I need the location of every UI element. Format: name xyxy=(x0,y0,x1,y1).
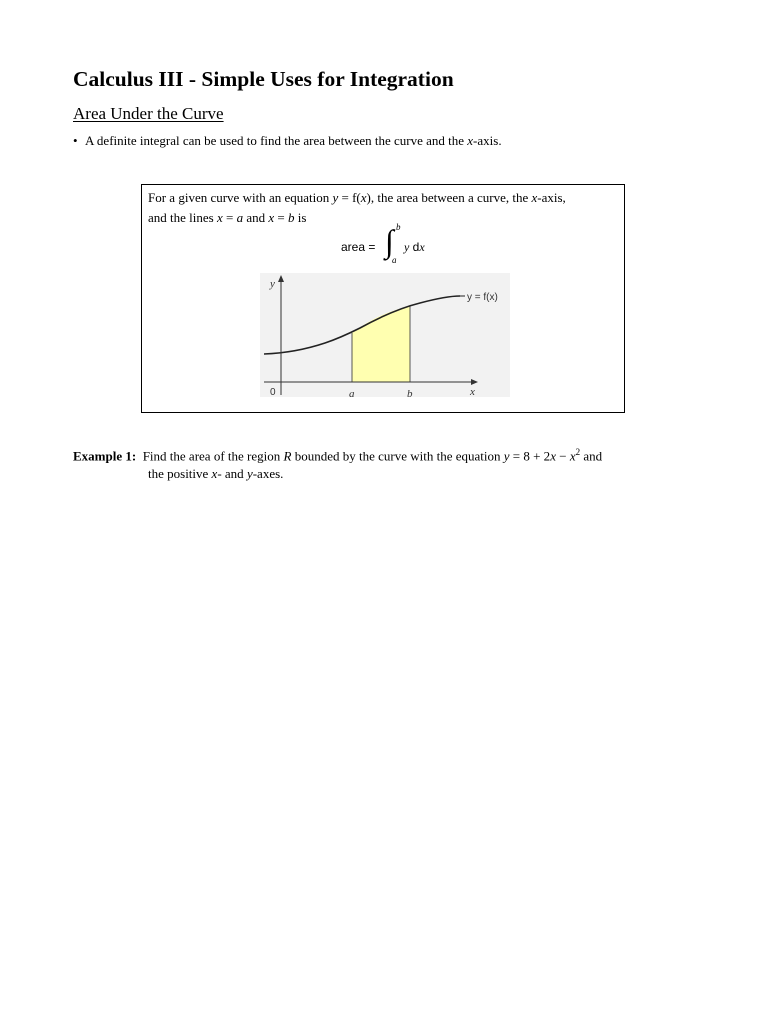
origin-label: 0 xyxy=(270,387,276,398)
example-text: and xyxy=(580,448,603,464)
example-1-continued xyxy=(148,466,283,482)
formula-label: area = xyxy=(341,240,376,254)
example-text: the positive xyxy=(148,466,212,481)
y-axis-label: y xyxy=(270,278,275,290)
example-label: Example 1: xyxy=(73,448,137,464)
math-var: x xyxy=(360,190,367,205)
math-var: x xyxy=(211,466,218,481)
definition-line-2 xyxy=(148,210,306,226)
definition-text: and the lines xyxy=(148,210,217,225)
math-exponent: 2 xyxy=(575,447,581,457)
math-text: d xyxy=(409,240,420,254)
math-var: x xyxy=(569,448,576,464)
b-label: b xyxy=(407,388,413,399)
area-formula xyxy=(341,223,461,273)
math-text: = 8 + 2 xyxy=(509,448,551,464)
integral-sign: ∫ xyxy=(385,223,394,259)
example-text: -axes. xyxy=(252,466,284,481)
integrand xyxy=(404,240,425,255)
math-text: = xyxy=(274,210,288,225)
curve-label: y = f(x) xyxy=(467,292,498,303)
definition-text: and xyxy=(243,210,269,225)
definition-text: is xyxy=(294,210,307,225)
definition-text: -axis, xyxy=(537,190,566,205)
definition-box xyxy=(141,184,625,413)
math-var: x xyxy=(419,240,425,254)
math-var: a xyxy=(236,210,244,225)
bullet-point xyxy=(73,133,502,149)
math-var: y xyxy=(332,190,339,205)
area-under-curve-graph xyxy=(260,273,520,399)
a-label: a xyxy=(349,388,355,399)
page-title: Calculus III - Simple Uses for Integration xyxy=(73,67,454,91)
bullet-text-after: -axis. xyxy=(473,133,502,148)
math-text: = xyxy=(222,210,237,225)
math-var: b xyxy=(288,210,295,225)
example-text: bounded by the curve with the equation xyxy=(291,448,504,464)
math-var: x xyxy=(268,210,275,225)
math-var: x xyxy=(550,448,556,464)
math-var: y xyxy=(404,240,410,254)
definition-line-1 xyxy=(148,190,566,206)
example-1 xyxy=(73,447,602,464)
math-text: − xyxy=(555,448,570,464)
integral-lower-limit: a xyxy=(392,255,397,265)
math-var: x xyxy=(216,210,223,225)
example-text: Find the area of the region xyxy=(136,448,284,464)
section-heading: Area Under the Curve xyxy=(73,104,224,123)
math-var: R xyxy=(283,448,292,464)
definition-text: For a given curve with an equation xyxy=(148,190,333,205)
bullet-var: x xyxy=(467,133,474,148)
definition-text: ), the area between a curve, the xyxy=(366,190,532,205)
example-text: - and xyxy=(217,466,247,481)
math-var: y xyxy=(503,448,510,464)
math-var: y xyxy=(246,466,253,481)
bullet-icon: • xyxy=(73,133,78,148)
x-axis-label: x xyxy=(470,386,475,398)
math-var: x xyxy=(531,190,538,205)
integral-upper-limit: b xyxy=(396,222,401,232)
bullet-text-before: A definite integral can be used to find the area between the curve and the xyxy=(85,133,468,148)
math-text: = f( xyxy=(338,190,361,205)
